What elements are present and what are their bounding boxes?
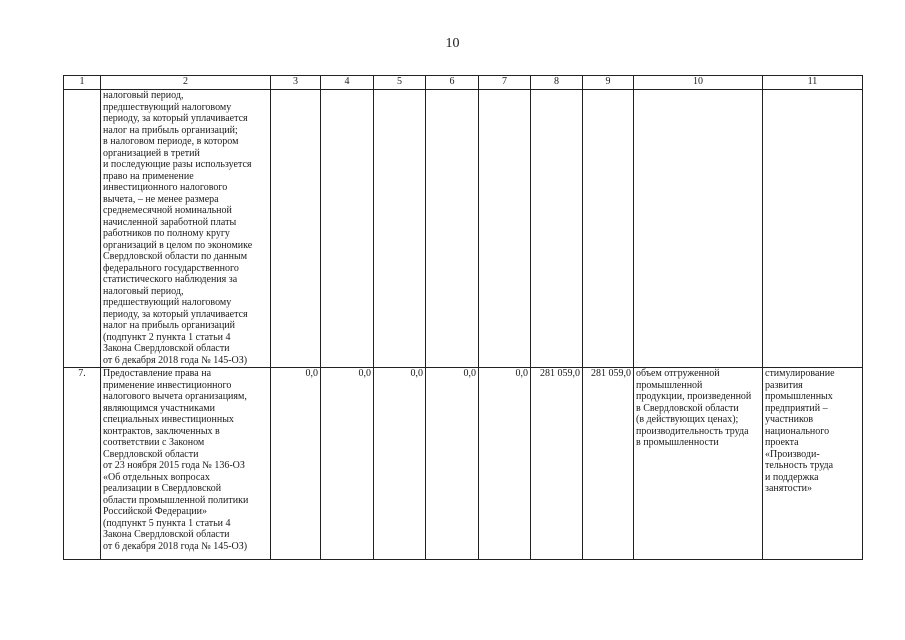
value-cell-8: 281 059,0 [531,368,583,560]
value-cell-5 [374,90,426,368]
value-cell-4 [321,90,374,368]
row-number-cell: 7. [64,368,101,560]
incentives-table [63,75,863,560]
column-header-5: 5 [374,76,426,90]
column-number-row [64,76,863,90]
value-cell-9: 281 059,0 [583,368,634,560]
column-header-10: 10 [634,76,763,90]
column-header-7: 7 [479,76,531,90]
value-cell-3: 0,0 [271,368,321,560]
column-header-1: 1 [64,76,101,90]
description-cell: Предоставление права на применение инвестиционного налогового вычета организациям, являющимся участниками специальных инвестиционных контрактов, заключенных в соответствии с Законом Свердловской области от 23 ноября 2015 года № 136-ОЗ «Об отдельных вопросах реализации в Свердловской области промышленной политики Российской Федерации» (подпункт 5 пункта 1 статьи 4 Закона Свердловской области от 6 декабря 2018 года № 145-ОЗ) [101,368,271,560]
column-header-3: 3 [271,76,321,90]
value-cell-8 [531,90,583,368]
value-cell-3 [271,90,321,368]
goal-cell [763,90,863,368]
column-header-11: 11 [763,76,863,90]
value-cell-6: 0,0 [426,368,479,560]
goal-cell: стимулирование развития промышленных предприятий – участников национального проекта «Производи- тельность труда и поддержка занятости» [763,368,863,560]
table-row [64,368,863,560]
value-cell-5: 0,0 [374,368,426,560]
indicator-cell [634,90,763,368]
column-header-9: 9 [583,76,634,90]
row-number-cell [64,90,101,368]
column-header-8: 8 [531,76,583,90]
value-cell-9 [583,90,634,368]
indicator-cell: объем отгруженной промышленной продукции, произведенной в Свердловской области (в действующих ценах); производительность труда в промышленности [634,368,763,560]
value-cell-4: 0,0 [321,368,374,560]
description-cell: налоговый период, предшествующий налоговому периоду, за который уплачивается налог на прибыль организаций; в налоговом периоде, в котором организацией в третий и последующие разы используется право на применение инвестиционного налогового вычета, – не менее размера среднемесячной номинальной начисленной заработной платы работников по полному кругу организаций в целом по экономике Свердловской области по данным федерального государственного статистического наблюдения за налоговый период, предшествующий налоговому периоду, за который уплачивается налог на прибыль организаций (подпункт 2 пункта 1 статьи 4 Закона Свердловской области от 6 декабря 2018 года № 145-ОЗ) [101,90,271,368]
column-header-2: 2 [101,76,271,90]
table-row [64,90,863,368]
column-header-4: 4 [321,76,374,90]
value-cell-6 [426,90,479,368]
value-cell-7 [479,90,531,368]
value-cell-7: 0,0 [479,368,531,560]
page-number: 10 [445,36,460,51]
column-header-6: 6 [426,76,479,90]
